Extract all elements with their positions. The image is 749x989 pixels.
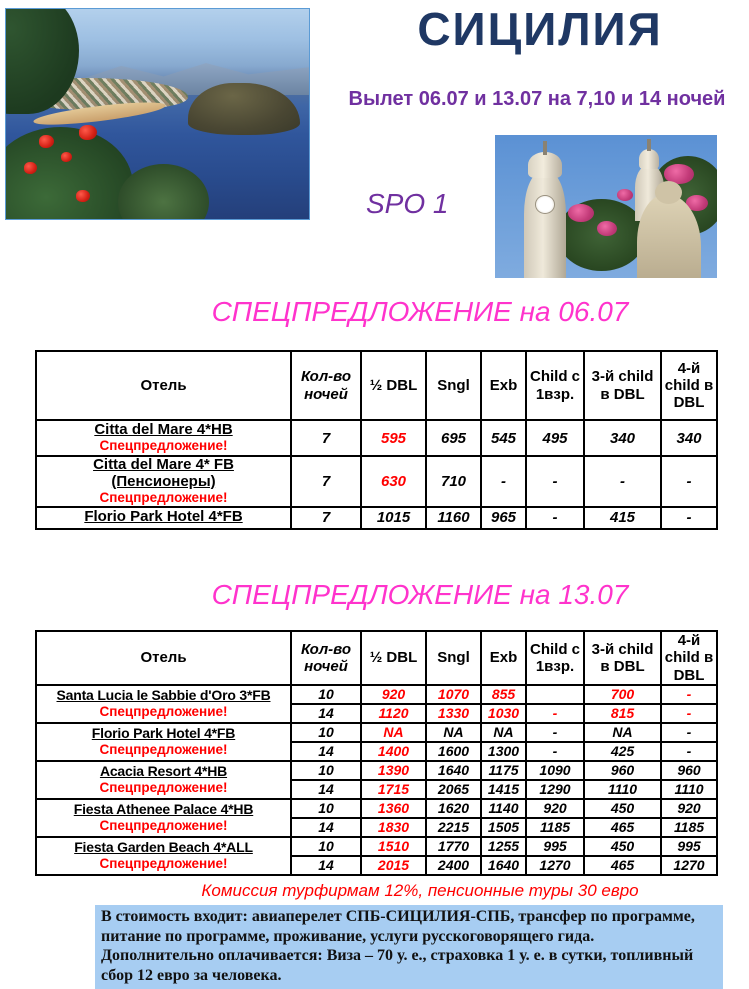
nights-cell: 10 bbox=[291, 723, 361, 742]
price-table-0607 bbox=[35, 350, 718, 530]
hotel-cell bbox=[36, 507, 291, 529]
price-cell: 340 bbox=[661, 420, 717, 456]
col-sngl: Sngl bbox=[426, 631, 481, 685]
table-row bbox=[36, 799, 717, 818]
price-table-1307 bbox=[35, 630, 718, 876]
price-cell: 1290 bbox=[526, 780, 584, 799]
pink-flower bbox=[617, 189, 633, 201]
price-cell: 815 bbox=[584, 704, 661, 723]
hotel-name: Fiesta Athenee Palace 4*HB bbox=[73, 801, 254, 818]
price-cell: 595 bbox=[361, 420, 426, 456]
price-cell: 1185 bbox=[526, 818, 584, 837]
col-sngl: Sngl bbox=[426, 351, 481, 420]
price-cell: NA bbox=[426, 723, 481, 742]
hotel-name: Florio Park Hotel 4*FB bbox=[84, 508, 243, 526]
hotel-name: Citta del Mare 4*HB bbox=[94, 420, 233, 438]
nights-cell: 10 bbox=[291, 837, 361, 856]
price-cell: 1415 bbox=[481, 780, 526, 799]
nights-cell: 10 bbox=[291, 761, 361, 780]
price-cell: 1830 bbox=[361, 818, 426, 837]
hotel-cell bbox=[36, 420, 291, 456]
hotel-name: Santa Lucia le Sabbie d'Oro 3*FB bbox=[56, 687, 271, 704]
table-row bbox=[36, 507, 717, 529]
price-cell: 1270 bbox=[661, 856, 717, 875]
price-cell: 695 bbox=[426, 420, 481, 456]
nights-cell: 10 bbox=[291, 799, 361, 818]
col-child: Child с 1взр. bbox=[526, 631, 584, 685]
cathedral-photo bbox=[495, 135, 717, 278]
price-cell: NA bbox=[584, 723, 661, 742]
price-cell: - bbox=[661, 685, 717, 704]
price-cell: 465 bbox=[584, 856, 661, 875]
second-tower-spire bbox=[647, 139, 651, 150]
price-cell: 700 bbox=[584, 685, 661, 704]
tower-spire bbox=[543, 141, 547, 155]
col-exb: Exb bbox=[481, 351, 526, 420]
nights-cell: 14 bbox=[291, 742, 361, 761]
table-row bbox=[36, 723, 717, 742]
col-child4: 4-й child в DBL bbox=[661, 351, 717, 420]
second-tower-dome bbox=[639, 149, 659, 169]
price-cell: - bbox=[661, 456, 717, 507]
pink-flower bbox=[597, 221, 617, 236]
price-cell: 1030 bbox=[481, 704, 526, 723]
sicily-bay-photo bbox=[5, 8, 310, 220]
price-cell: - bbox=[481, 456, 526, 507]
special-offer-note: Спецпредложение! bbox=[99, 741, 228, 757]
price-cell: 855 bbox=[481, 685, 526, 704]
price-cell: 1505 bbox=[481, 818, 526, 837]
red-flower bbox=[76, 190, 90, 202]
price-cell: 965 bbox=[481, 507, 526, 529]
spo-label: SPO 1 bbox=[366, 188, 449, 219]
price-cell: NA bbox=[481, 723, 526, 742]
price-includes-note: В стоимость входит: авиаперелет СПБ-СИЦИЛИЯ-СПБ, трансфер по программе, питание по программе, проживание, услуги русскоговорящего гида. bbox=[101, 908, 695, 945]
special-offer-note: Спецпредложение! bbox=[99, 490, 228, 505]
hotel-name: Citta del Mare 4* FB (Пенсионеры) bbox=[93, 456, 234, 490]
col-exb: Exb bbox=[481, 631, 526, 685]
price-cell: 2065 bbox=[426, 780, 481, 799]
commission-note: Комиссия турфирмам 12%, пенсионные туры 30 евро bbox=[201, 881, 639, 900]
price-cell: - bbox=[584, 456, 661, 507]
price-cell: 1090 bbox=[526, 761, 584, 780]
price-cell: 495 bbox=[526, 420, 584, 456]
price-cell: 1330 bbox=[426, 704, 481, 723]
price-cell: 995 bbox=[661, 837, 717, 856]
nights-cell: 7 bbox=[291, 456, 361, 507]
nights-cell: 14 bbox=[291, 780, 361, 799]
price-cell: 425 bbox=[584, 742, 661, 761]
nights-cell: 7 bbox=[291, 507, 361, 529]
special-offer-heading-0607: СПЕЦПРЕДЛОЖЕНИЕ на 06.07 bbox=[211, 296, 629, 327]
price-cell: 1110 bbox=[661, 780, 717, 799]
price-cell: - bbox=[661, 704, 717, 723]
bay-foliage-left bbox=[5, 127, 133, 220]
clock-tower bbox=[524, 172, 566, 278]
price-cell: - bbox=[661, 742, 717, 761]
price-cell bbox=[526, 685, 584, 704]
price-cell: 1300 bbox=[481, 742, 526, 761]
price-cell: - bbox=[661, 507, 717, 529]
price-cell: 340 bbox=[584, 420, 661, 456]
price-cell: 995 bbox=[526, 837, 584, 856]
price-cell: 920 bbox=[661, 799, 717, 818]
price-cell: 1110 bbox=[584, 780, 661, 799]
price-cell: - bbox=[661, 723, 717, 742]
price-cell: 710 bbox=[426, 456, 481, 507]
price-cell: 960 bbox=[661, 761, 717, 780]
price-cell: 1015 bbox=[361, 507, 426, 529]
hotel-cell bbox=[36, 761, 291, 799]
price-cell: - bbox=[526, 507, 584, 529]
hotel-name: Fiesta Garden Beach 4*ALL bbox=[74, 839, 253, 856]
bay-bush bbox=[118, 164, 209, 220]
special-offer-note: Спецпредложение! bbox=[99, 817, 228, 833]
price-cell: 1640 bbox=[426, 761, 481, 780]
page-title: СИЦИЛИЯ bbox=[417, 3, 663, 55]
price-cell: 1390 bbox=[361, 761, 426, 780]
price-cell: 960 bbox=[584, 761, 661, 780]
price-cell: - bbox=[526, 742, 584, 761]
hotel-cell bbox=[36, 799, 291, 837]
price-cell: 920 bbox=[361, 685, 426, 704]
departure-subtitle: Вылет 06.07 и 13.07 на 7,10 и 14 ночей bbox=[348, 88, 726, 110]
price-cell: 1255 bbox=[481, 837, 526, 856]
col-child3: 3-й child в DBL bbox=[584, 351, 661, 420]
tower-dome bbox=[528, 152, 561, 178]
price-cell: 1770 bbox=[426, 837, 481, 856]
special-offer-note: Спецпредложение! bbox=[99, 779, 228, 795]
col-hotel: Отель bbox=[36, 631, 291, 685]
special-offer-note: Спецпредложение! bbox=[99, 855, 228, 871]
hotel-name: Florio Park Hotel 4*FB bbox=[91, 725, 236, 742]
price-cell: 1400 bbox=[361, 742, 426, 761]
hotel-cell bbox=[36, 723, 291, 761]
nights-cell: 10 bbox=[291, 685, 361, 704]
price-cell: 1185 bbox=[661, 818, 717, 837]
price-cell: 450 bbox=[584, 837, 661, 856]
col-half-dbl: ½ DBL bbox=[361, 351, 426, 420]
special-offer-note: Спецпредложение! bbox=[99, 703, 228, 719]
price-cell: NA bbox=[361, 723, 426, 742]
price-cell: 2015 bbox=[361, 856, 426, 875]
tower-clock bbox=[535, 195, 555, 214]
nights-cell: 14 bbox=[291, 818, 361, 837]
nights-cell: 14 bbox=[291, 704, 361, 723]
col-child3: 3-й child в DBL bbox=[584, 631, 661, 685]
red-flower bbox=[79, 125, 97, 140]
price-cell: 1715 bbox=[361, 780, 426, 799]
price-cell: - bbox=[526, 456, 584, 507]
price-cell: 450 bbox=[584, 799, 661, 818]
table-row bbox=[36, 685, 717, 704]
price-cell: 630 bbox=[361, 456, 426, 507]
table-row bbox=[36, 456, 717, 507]
price-cell: 920 bbox=[526, 799, 584, 818]
table-row bbox=[36, 837, 717, 856]
col-hotel: Отель bbox=[36, 351, 291, 420]
price-cell: - bbox=[526, 723, 584, 742]
extra-charges-note: Дополнительно оплачивается: Виза – 70 у. е., страховка 1 у. е. в сутки, топливный сбор 12 евро за человека. bbox=[101, 947, 694, 984]
price-cell: 1510 bbox=[361, 837, 426, 856]
hotel-name: Acacia Resort 4*HB bbox=[99, 763, 228, 780]
price-cell: 1600 bbox=[426, 742, 481, 761]
price-cell: 2215 bbox=[426, 818, 481, 837]
price-cell: - bbox=[526, 704, 584, 723]
table-row bbox=[36, 761, 717, 780]
hotel-cell bbox=[36, 837, 291, 875]
red-flower bbox=[61, 152, 72, 162]
price-cell: 2400 bbox=[426, 856, 481, 875]
table-header-row bbox=[36, 351, 717, 420]
price-cell: 1140 bbox=[481, 799, 526, 818]
hotel-cell bbox=[36, 456, 291, 507]
price-cell: 1360 bbox=[361, 799, 426, 818]
hotel-cell bbox=[36, 685, 291, 723]
price-cell: 1640 bbox=[481, 856, 526, 875]
col-nights: Кол-во ночей bbox=[291, 351, 361, 420]
special-offer-heading-1307: СПЕЦПРЕДЛОЖЕНИЕ на 13.07 bbox=[211, 579, 629, 610]
price-cell: 1160 bbox=[426, 507, 481, 529]
col-child4: 4-й child в DBL bbox=[661, 631, 717, 685]
price-cell: 1620 bbox=[426, 799, 481, 818]
table-header-row bbox=[36, 631, 717, 685]
price-cell: 1070 bbox=[426, 685, 481, 704]
col-half-dbl: ½ DBL bbox=[361, 631, 426, 685]
nights-cell: 14 bbox=[291, 856, 361, 875]
col-child: Child с 1взр. bbox=[526, 351, 584, 420]
price-cell: 465 bbox=[584, 818, 661, 837]
price-cell: 545 bbox=[481, 420, 526, 456]
table-row bbox=[36, 420, 717, 456]
pink-flower bbox=[568, 204, 594, 222]
price-info-block bbox=[95, 905, 723, 989]
special-offer-note: Спецпредложение! bbox=[99, 438, 228, 454]
price-cell: 1270 bbox=[526, 856, 584, 875]
price-cell: 1120 bbox=[361, 704, 426, 723]
price-cell: 1175 bbox=[481, 761, 526, 780]
price-cell: 415 bbox=[584, 507, 661, 529]
nights-cell: 7 bbox=[291, 420, 361, 456]
col-nights: Кол-во ночей bbox=[291, 631, 361, 685]
